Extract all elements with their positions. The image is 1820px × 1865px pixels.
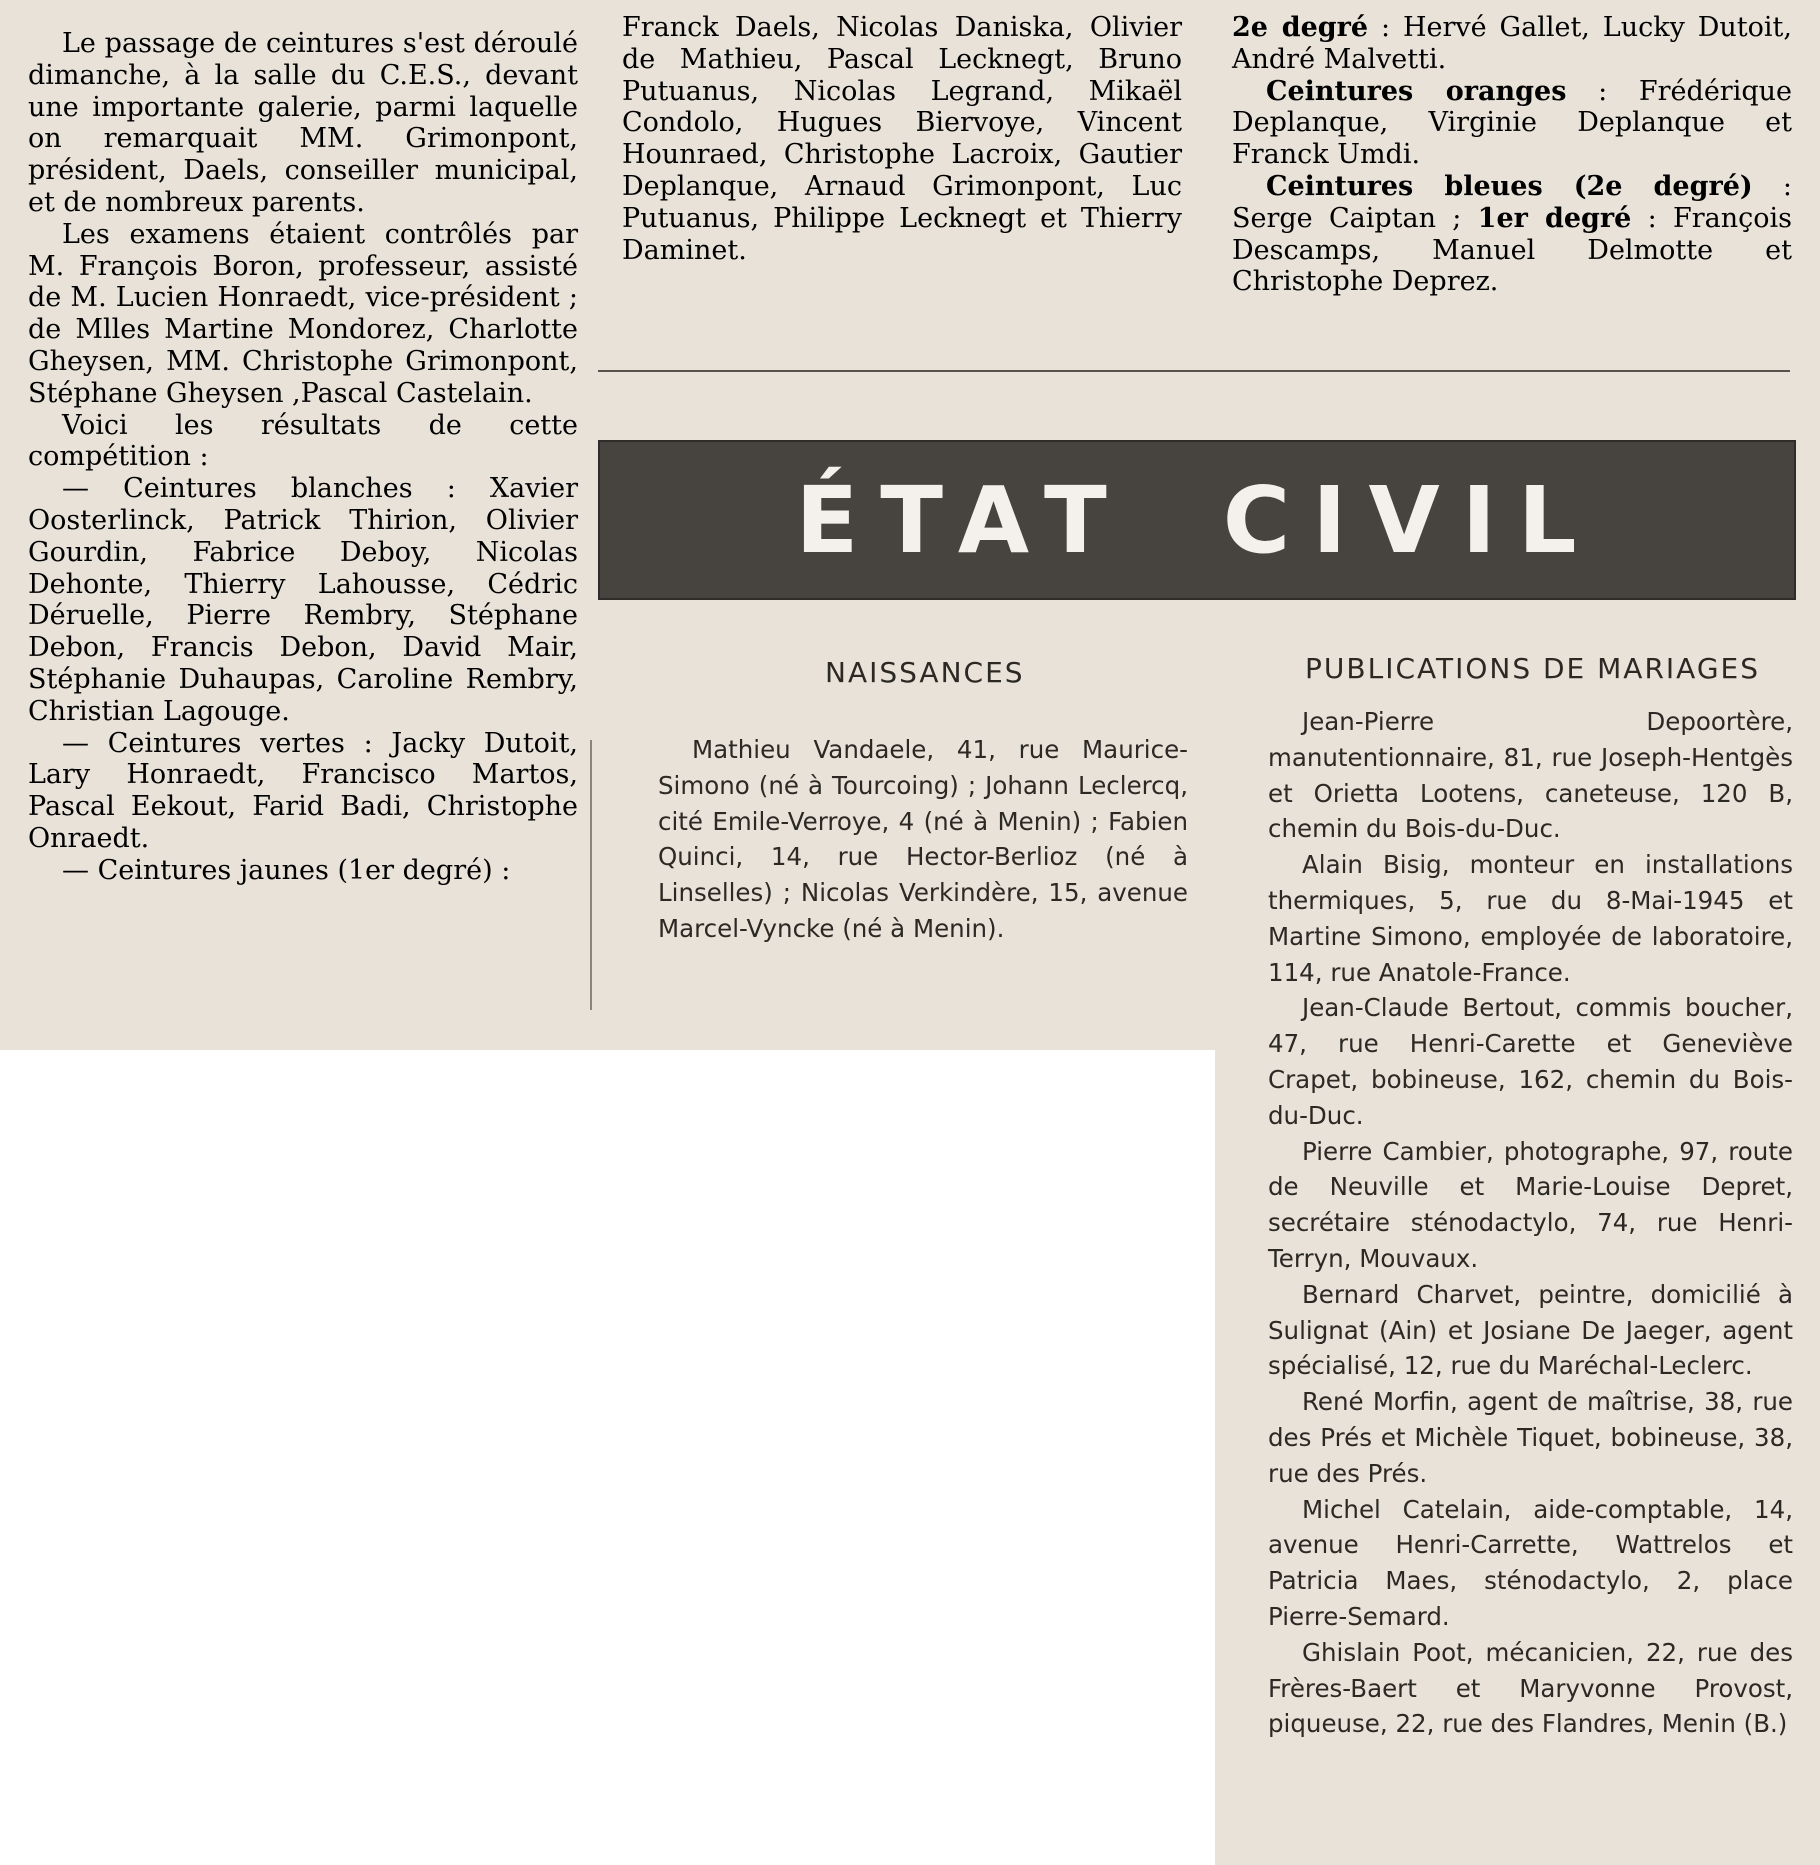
article-paragraph: Le passage de ceintures s'est déroulé dimanche, à la salle du C.E.S., devant une importante galerie, parmi laquelle on remarquait MM. Grimonpont, président, Daels, conseiller municipal, et de nombreux parents. xyxy=(28,28,578,218)
mariage-entry: Alain Bisig, monteur en installations thermiques, 5, rue du 8-Mai-1945 et Martine Simono, employée de laboratoire, 114, rue Anatole-France. xyxy=(1268,850,1793,987)
mariages-section xyxy=(1268,704,1793,1742)
etat-civil-banner xyxy=(598,440,1796,600)
article-paragraph: — Ceintures jaunes (1er degré) : xyxy=(62,854,511,886)
mariage-entry: Bernard Charvet, peintre, domicilié à Sulignat (Ain) et Josiane De Jaeger, agent spécialisé, 12, rue du Maréchal-Leclerc. xyxy=(1268,1279,1793,1381)
judo-article-middle-column xyxy=(622,12,1182,266)
article-paragraph: — Ceintures blanches : Xavier Oosterlinck, Patrick Thirion, Olivier Gourdin, Fabrice Deboy, Nicolas Dehonte, Thierry Lahousse, Cédric Déruelle, Pierre Rembry, Stéphane Debon, Francis Debon, David Mair, Stéphanie Duhaupas, Caroline Rembry, Christian Lagouge. xyxy=(28,473,578,727)
horizontal-rule xyxy=(598,370,1790,372)
naissances-text: Mathieu Vandaele, 41, rue Maurice-Simono (né à Tourcoing) ; Johann Leclercq, cité Emile-Verroye, 4 (né à Menin) ; Fabien Quinci, 14, rue Hector-Berlioz (né à Linselles) ; Nicolas Verkindère, 15, avenue Marcel-Vyncke (né à Menin). xyxy=(658,735,1188,943)
naissances-section xyxy=(658,732,1188,947)
judo-article-left-column xyxy=(28,28,578,887)
belt-results: : Serge Caiptan ; xyxy=(1232,170,1793,234)
column-divider xyxy=(590,740,592,1010)
belt-degree-label: 2e degré xyxy=(1232,12,1369,43)
article-paragraph: Franck Daels, Nicolas Daniska, Olivier de Mathieu, Pascal Lecknegt, Bruno Putuanus, Nicolas Legrand, Mikaël Condolo, Hugues Biervoye, Vincent Hounraed, Christophe Lacroix, Gautier Deplanque, Arnaud Grimonpont, Luc Putuanus, Philippe Lecknegt et Thierry Daminet. xyxy=(622,12,1182,266)
mariage-entry: Pierre Cambier, photographe, 97, route de Neuville et Marie-Louise Depret, secrétaire sténodactylo, 74, rue Henri-Terryn, Mouvaux. xyxy=(1268,1136,1793,1273)
belt-degree-label: 1er degré xyxy=(1477,202,1632,234)
belt-results: : François Descamps, Manuel Delmotte et Christophe Deprez. xyxy=(1232,202,1793,298)
article-paragraph xyxy=(1232,171,1792,298)
article-paragraph xyxy=(1232,76,1792,171)
banner-title: ÉTAT CIVIL xyxy=(795,466,1599,574)
mariages-heading: PUBLICATIONS DE MARIAGES xyxy=(1305,652,1760,685)
mariage-entry: Ghislain Poot, mécanicien, 22, rue des Frères-Baert et Maryvonne Provost, piqueuse, 22, rue des Flandres, Menin (B.) xyxy=(1268,1637,1793,1739)
article-paragraph: Voici les résultats de cette compétition : xyxy=(28,409,578,473)
article-paragraph: — Ceintures vertes : Jacky Dutoit, Lary Honraedt, Francisco Martos, Pascal Eekout, Farid Badi, Christophe Onraedt. xyxy=(28,727,578,854)
belt-label: Ceintures oranges xyxy=(1266,75,1567,107)
article-paragraph xyxy=(1232,12,1792,76)
mariage-entry: René Morfin, agent de maîtrise, 38, rue des Prés et Michèle Tiquet, bobineuse, 38, rue des Prés. xyxy=(1268,1387,1793,1488)
article-paragraph: Les examens étaient contrôlés par M. François Boron, professeur, assisté de M. Lucien Honraedt, vice-président ; de Mlles Martine Mondorez, Charlotte Gheysen, MM. Christophe Grimonpont, Stéphane Gheysen ,Pascal Castelain. xyxy=(28,218,578,409)
mariage-entry: Jean-Pierre Depoortère, manutentionnaire, 81, rue Joseph-Hentgès et Orietta Lootens, caneteuse, 120 B, chemin du Bois-du-Duc. xyxy=(1268,707,1793,844)
naissances-heading: NAISSANCES xyxy=(825,656,1025,689)
belt-label: Ceintures bleues (2e degré) xyxy=(1266,170,1753,202)
judo-article-right-column xyxy=(1232,12,1792,298)
belt-results: : Hervé Gallet, Lucky Dutoit, André Malvetti. xyxy=(1232,12,1792,75)
belt-results: : Frédérique Deplanque, Virginie Deplanque et Franck Umdi. xyxy=(1232,75,1792,171)
mariage-entry: Jean-Claude Bertout, commis boucher, 47, rue Henri-Carette et Geneviève Crapet, bobineuse, 162, chemin du Bois-du-Duc. xyxy=(1268,993,1793,1130)
mariage-entry: Michel Catelain, aide-comptable, 14, avenue Henri-Carrette, Wattrelos et Patricia Maes, sténodactylo, 2, place Pierre-Semard. xyxy=(1268,1494,1793,1631)
